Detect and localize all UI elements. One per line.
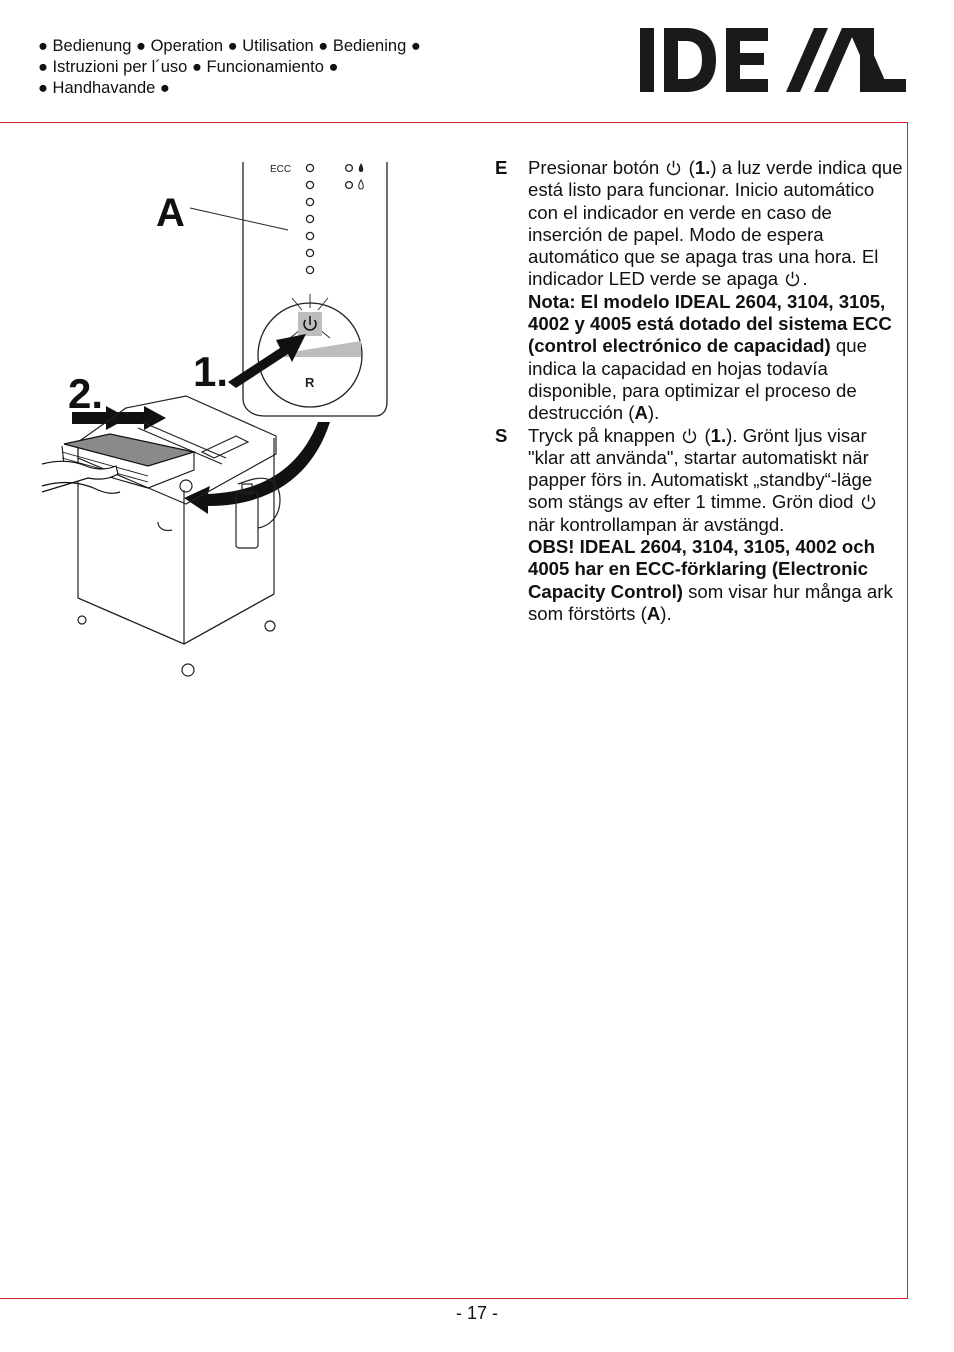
power-icon [665,159,682,176]
section-es [495,157,907,425]
instructions-text [495,157,907,625]
language-line-1: ● Bedienung ● Operation ● Utilisation ● Bediening ● [38,37,421,55]
text-segment: que indica la capacidad en hojas todavía disponible, para optimizar el proceso de destrucción ( [528,335,867,424]
power-icon [784,270,801,287]
language-list [38,36,421,99]
text-segment: ) a luz verde indica que está listo para funcionar. Inicio automático con el indicador en verde en caso de inserción de papel. Modo de espera automático que se apaga tras una hora. El indicador LED verde se apaga [528,157,903,290]
label-step-2: 2. [68,370,104,417]
text-segment: när kontrollampan är avstängd. [528,513,785,535]
panel-ecc-label: ECC [270,164,292,175]
section-body [528,425,907,626]
panel-reset-label: R [305,375,315,390]
section-body [528,157,907,425]
page-number: - 17 - [455,1303,498,1323]
power-icon [681,427,698,444]
label-step-1: 1. [193,348,229,395]
figure-ref: A [646,602,661,624]
language-line-3: ● Handhavande ● [38,79,170,97]
language-code: E [495,157,508,178]
control-panel-detail [243,162,387,416]
text-segment: Tryck på knappen [528,424,676,446]
text-segment: ( [688,157,695,178]
section-sv [495,425,907,626]
power-icon [860,493,877,510]
text-segment: Presionar botón [528,157,660,178]
ideal-logo [636,22,910,96]
label-a: A [156,191,185,235]
text-segment: ). [647,402,660,424]
language-code: S [495,424,508,446]
shredder-illustration [38,150,400,690]
step-ref: 1. [694,157,711,178]
text-segment: ). [660,602,672,624]
note-text: OBS! IDEAL 2604, 3104, 3105, 4002 och 4005 har en ECC-förklaring (Electronic Capacity Control) [528,536,875,602]
language-line-2: ● Istruzioni per l´uso ● Funcionamiento ● [38,58,339,76]
text-segment: ( [704,424,711,446]
text-segment: ). Grönt ljus visar "klar att använda", startar automatiskt när papper förs in. Automatiskt „standby“-läge som stängs av efter 1 timme. Grön diod [528,424,873,513]
text-segment: som visar hur många ark som förstörts ( [528,580,893,624]
text-segment: . [802,268,808,290]
figure-ref: A [634,402,648,424]
step-ref: 1. [710,424,727,446]
note-text: Nota: El modelo IDEAL 2604, 3104, 3105, 4002 y 4005 está dotado del sistema ECC (control electrónico de capacidad) [528,290,892,357]
